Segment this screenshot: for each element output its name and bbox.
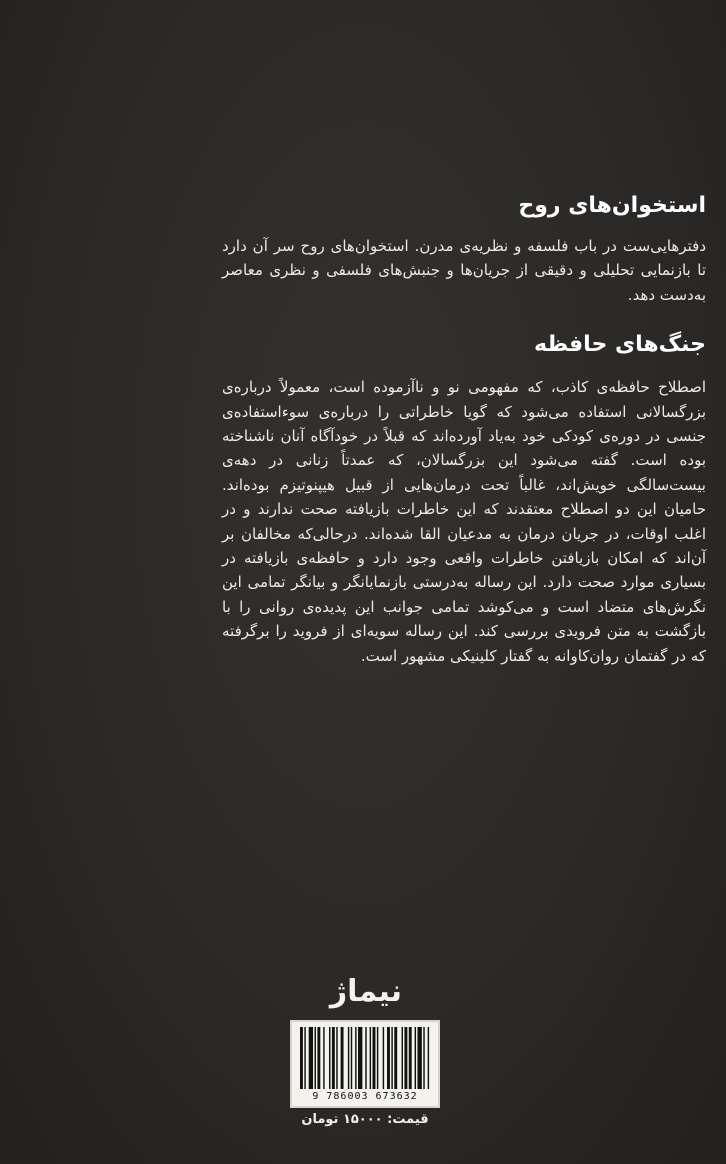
- barcode-bar: [304, 1027, 305, 1089]
- barcode-bar: [428, 1027, 429, 1089]
- book-description: اصطلاح حافظه‌ی کاذب، که مفهومی نو و ناآزموده است، معمولاً درباره‌ی بزرگسالانی استفاده می‌شود که گویا خاطراتی را درباره‌ی سوءاستفاده‌ی جنسی در دوره‌ی کودکی خود به‌یاد آورده‌اند که قبلاً در خودآگاه آنان ناشناخته بوده است. گفته می‌شود این بزرگسالان، که عمدتاً زنانی در دهه‌ی بیست‌سالگی خویش‌اند، غالباً تحت درمان‌هایی از قبیل هیپنوتیزم بوده‌اند. حامیان این دو اصطلاح معتقدند که این خاطرات بازیافته صحت ندارند و در اغلب اوقات، در جریان درمان به مدعیان القا شده‌اند. درحالی‌که مخالفان بر آن‌اند که امکان بازیافتن خاطرات واقعی وجود دارد و حافظه‌ی بازیافته در بسیاری موارد صحت دارد. این رساله به‌درستی بازنمایانگر و بیانگر تمامی این نگرش‌های متضاد است و می‌کوشد تمامی جوانب این پدیده‌ی روانی را با بازگشت به متن فرویدی بررسی کند. این رساله سویه‌ای از فروید را برگرفته که در گفتمان روان‌کاوانه به گفتار کلینیکی مشهور است.: [222, 378, 706, 665]
- barcode-bar: [387, 1027, 390, 1089]
- barcode-bar: [377, 1027, 378, 1089]
- cover-text-block: [222, 186, 706, 668]
- barcode-bar: [402, 1027, 403, 1089]
- barcode-bar: [332, 1027, 335, 1089]
- barcode-bar: [309, 1027, 313, 1089]
- barcode-bar: [336, 1027, 337, 1089]
- barcode-bar: [365, 1027, 366, 1089]
- barcode-bar: [355, 1027, 356, 1089]
- publisher-logo: [324, 970, 408, 1014]
- barcode-bar: [409, 1027, 412, 1089]
- barcode-bar: [404, 1027, 407, 1089]
- barcode-bar: [317, 1027, 320, 1089]
- barcode-bar: [358, 1027, 362, 1089]
- barcode-bar: [329, 1027, 330, 1089]
- barcode-bar: [383, 1027, 384, 1089]
- barcode-bar: [323, 1027, 324, 1089]
- barcode-bar: [417, 1027, 421, 1089]
- series-title: استخوان‌های روح: [518, 193, 706, 218]
- barcode-bar: [370, 1027, 371, 1089]
- barcode: [290, 1020, 440, 1108]
- barcode-bar: [300, 1027, 303, 1089]
- publisher-logo-text: نیماژ: [329, 974, 403, 1009]
- barcode-bar: [348, 1027, 349, 1089]
- isbn-number: 9 786003 673632: [312, 1091, 418, 1102]
- barcode-bar: [391, 1027, 392, 1089]
- barcode-bar: [394, 1027, 397, 1089]
- series-description: دفترهایی‌ست در باب فلسفه و نظریه‌ی مدرن. استخوان‌های روح سر آن دارد تا بازنمایی تحلیلی و دقیقی از جریان‌ها و جنبش‌های فلسفی و نظری معاصر به‌دست دهد.: [222, 237, 706, 304]
- barcode-bar: [351, 1027, 352, 1089]
- barcode-bar: [341, 1027, 344, 1089]
- barcode-bar: [373, 1027, 376, 1089]
- price-label: قیمت: ۱۵۰۰۰ تومان: [301, 1112, 429, 1127]
- barcode-bar: [315, 1027, 316, 1089]
- barcode-bars: [298, 1027, 434, 1089]
- book-title: جنگ‌های حافظه: [534, 332, 706, 358]
- barcode-bar: [423, 1027, 424, 1089]
- barcode-bar: [415, 1027, 416, 1089]
